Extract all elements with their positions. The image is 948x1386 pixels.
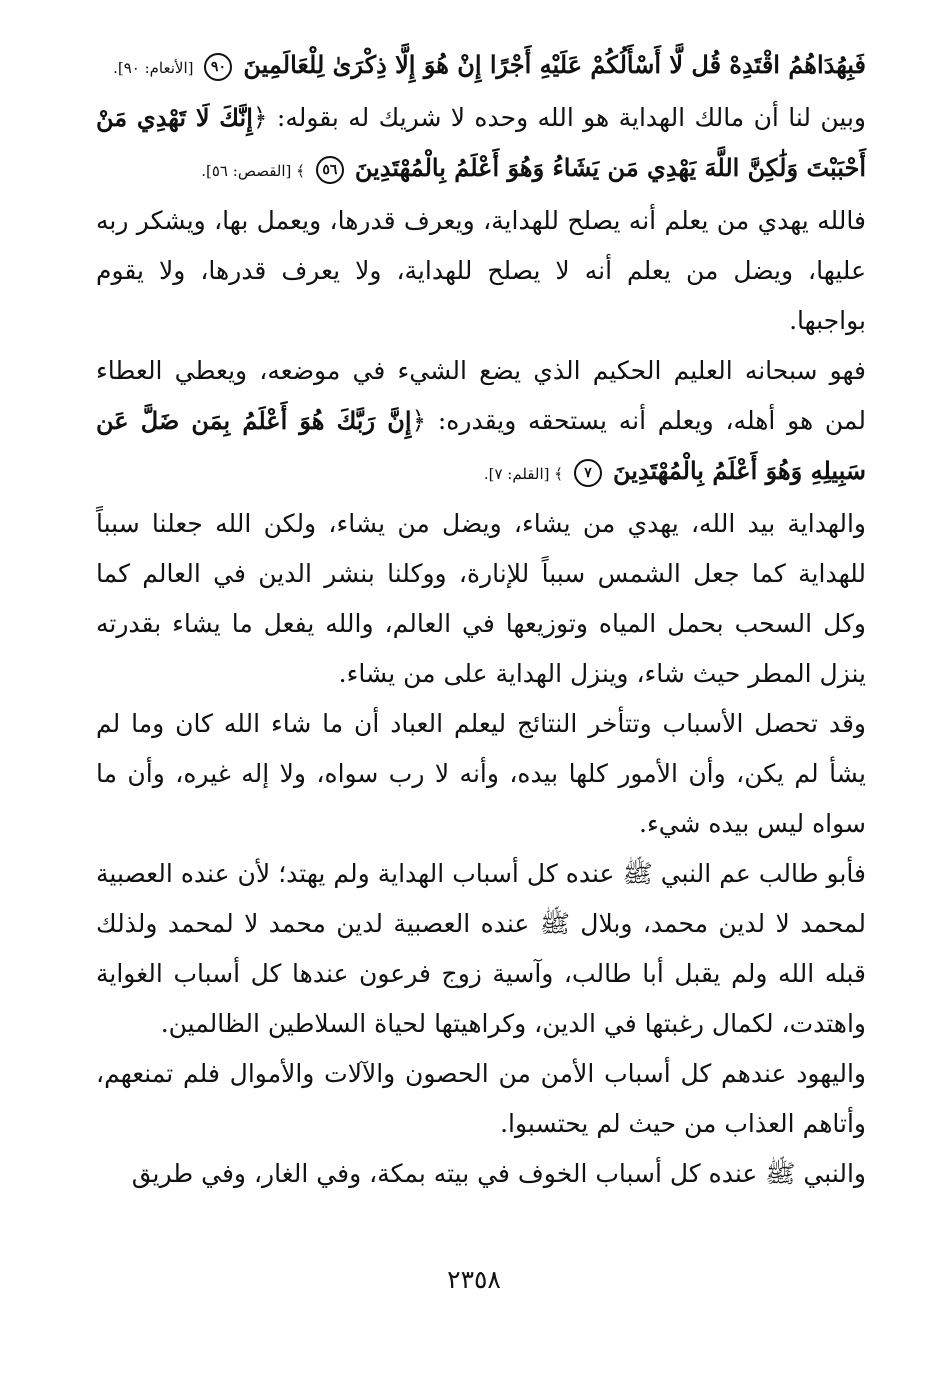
paragraph-jews: واليهود عندهم كل أسباب الأمن من الحصون والآلات والأموال فلم تمنعهم، وأتاهم العذاب من حيث لم يحتسبوا. [96, 1059, 866, 1138]
paragraph-abu-talib: فأبو طالب عم النبي ﷺ عنده كل أسباب الهداية ولم يهتد؛ لأن عنده العصبية لمحمد لا لدين محمد، وبلال ﷺ عنده العصبية لدين محمد لا لمحمد ولذلك قبله الله ولم يقبل أبا طالب، وآسية زوج فرعون عندها كل أسباب الغواية واهتدت، لكمال رغبتها في الدين، وكراهيتها لحياة السلاطين الظالمين. [96, 859, 866, 1038]
paragraph-wise-knowing [96, 346, 866, 499]
verse-reference: ﴾ [القلم: ٧]. [483, 465, 564, 483]
paragraph-guidance-in-hand: والهداية بيد الله، يهدي من يشاء، ويضل من يشاء، ولكن الله جعلنا سبباً للهداية كما جعل الشمس سبباً للإنارة، ووكلنا بنشر الدين في العالم كما وكل السحب بحمل المياه وتوزيعها في العالم، والله يفعل ما يشاء بقدرته ينزل المطر حيث شاء، وينزل الهداية على من يشاء. [96, 509, 866, 688]
verse-number-badge: ٩٠ [204, 53, 232, 81]
paragraph-guidance-owner [96, 93, 866, 196]
paragraph-prophet: والنبي ﷺ عنده كل أسباب الخوف في بيته بمكة، وفي الغار، وفي طريق [131, 1159, 866, 1188]
paragraph-causes-results: وقد تحصل الأسباب وتتأخر النتائج ليعلم العباد أن ما شاء الله كان وما لم يشأ لم يكن، وأن الأمور كلها بيده، وأنه لا رب سواه، ولا إله غيره، وأن ما سواه ليس بيده شيء. [96, 709, 866, 838]
quran-verse: فَبِهُدَاهُمُ اقْتَدِهْ قُل لَّا أَسْأَلُكُمْ عَلَيْهِ أَجْرًا إِنْ هُوَ إِلَّا ذِكْرَىٰ لِلْعَالَمِينَ [243, 50, 866, 79]
verse-reference: [الأنعام: ٩٠]. [113, 59, 194, 77]
paragraph-text: فهو سبحانه العليم الحكيم الذي يضع الشيء في موضعه، ويعطي العطاء لمن هو أهله، ويعلم أنه يستحقه ويقدره: ﴿ [96, 356, 866, 435]
paragraph-text: وبين لنا أن مالك الهداية هو الله وحده لا شريك له بقوله: ﴿ [252, 103, 867, 132]
paragraph-verse-anam [96, 40, 866, 93]
quran-verse: إِنَّكَ لَا تَهْدِي مَنْ أَحْبَبْتَ وَلَٰكِنَّ اللَّهَ يَهْدِي مَن يَشَاءُ وَهُوَ أَعْلَمُ بِالْمُهْتَدِينَ [96, 103, 866, 182]
page-number: ٢٣٥٨ [447, 1265, 501, 1294]
verse-reference: ﴾ [القصص: ٥٦]. [201, 162, 305, 180]
verse-number-badge: ٧ [574, 459, 602, 487]
quran-verse: إِنَّ رَبَّكَ هُوَ أَعْلَمُ بِمَن ضَلَّ عَن سَبِيلِهِ وَهُوَ أَعْلَمُ بِالْمُهْتَدِينَ [96, 406, 866, 485]
page-body [96, 40, 866, 1199]
verse-number-badge: ٥٦ [316, 156, 344, 184]
paragraph-allah-guides: فالله يهدي من يعلم أنه يصلح للهداية، ويعرف قدرها، ويعمل بها، ويشكر ربه عليها، ويضل من يعلم أنه لا يصلح للهداية، ولا يعرف قدرها، ولا يقوم بواجبها. [96, 206, 866, 335]
